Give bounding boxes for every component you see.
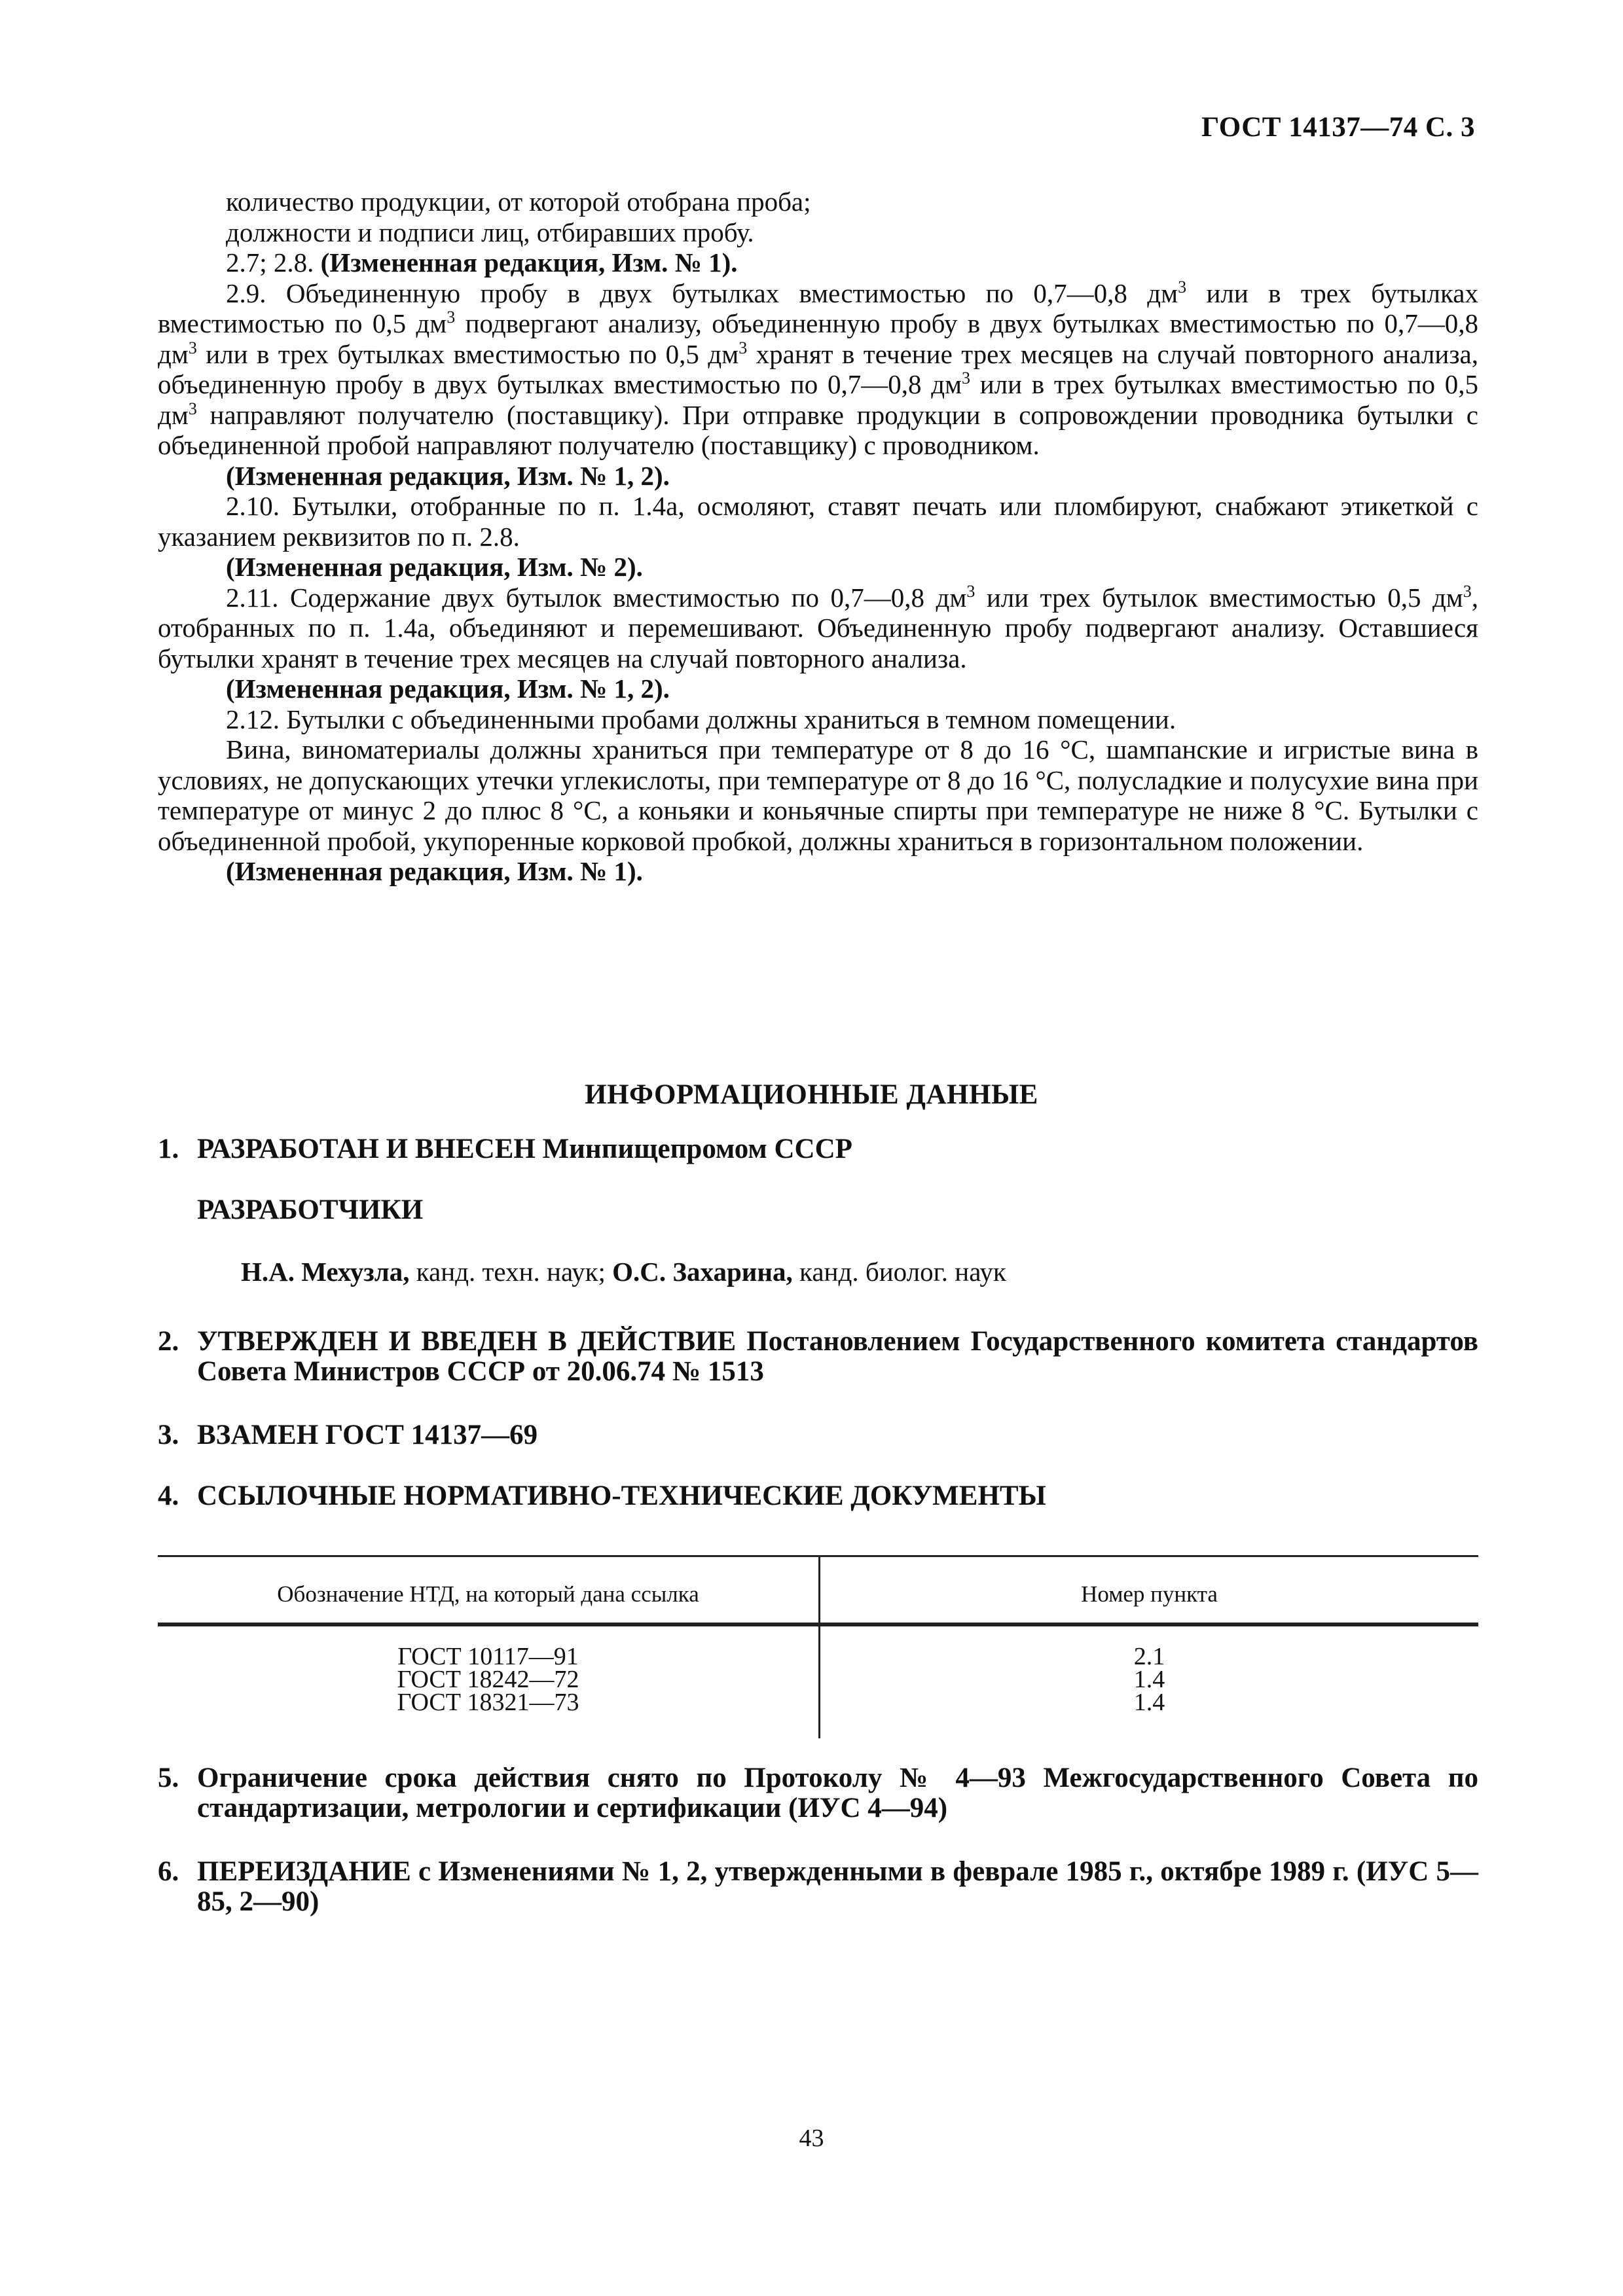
paragraph-2-9: 2.9. Объединенную пробу в двух бутылках вместимостью по 0,7—0,8 $дм^3$ или в трех бутылках вместимостью по 0,5 $дм^3$ подвергают анализу, объединенную пробу в двух бутылках вместимостью по 0,7—0,8 $дм^3$ или в трех бутылках вместимостью по 0,5 $дм^3$ хранят в течение трех месяцев на случай повторного анализа, объединенную пробу в двух бутылках вместимостью по 0,7—0,8 $дм^3$ или в трех бутылках вместимостью по 0,5 $дм^3$ направляют получателю (поставщику). При отправке продукции в сопровождении проводника бутылки с объединенной пробой направляют получателю (поставщику) с проводником.	[158, 277, 1478, 460]
table-doc-column	[158, 1645, 818, 1714]
table-cell-clause: 1.4	[1133, 1689, 1165, 1716]
info-item-3: 3. ВЗАМЕН ГОСТ 14137—69	[158, 1420, 538, 1450]
amendment-note: (Измененная редакция, Изм. № 1, 2).	[226, 460, 670, 491]
table-clause-column	[820, 1645, 1478, 1714]
info-title: ИНФОРМАЦИОННЫЕ ДАННЫЕ	[585, 1079, 1038, 1110]
info-item-2: 2. УТВЕРЖДЕН И ВВЕДЕН В ДЕЙСТВИЕ Постановлением Государственного комитета стандартов Совета Министров СССР от 20.06.74 № 1513	[158, 1326, 1478, 1387]
info-item-1: 1. РАЗРАБОТАН И ВНЕСЕН Минпищепромом СССР	[158, 1134, 852, 1164]
info-item-4: 4. ССЫЛОЧНЫЕ НОРМАТИВНО-ТЕХНИЧЕСКИЕ ДОКУМЕНТЫ	[158, 1480, 1046, 1511]
table-cell-clause: 1.4	[1133, 1666, 1165, 1693]
paragraph	[158, 247, 1478, 278]
amendment-note: (Измененная редакция, Изм. № 2).	[226, 552, 643, 582]
table-cell-doc: ГОСТ 10117—91	[397, 1643, 579, 1670]
paragraph: количество продукции, от которой отобрана проба;	[226, 187, 811, 217]
paragraph-2-10: 2.10. Бутылки, отобранные по п. 1.4а, осмоляют, ставят печать или пломбируют, снабжают этикеткой с указанием реквизитов по п. 2.8.	[158, 491, 1478, 552]
table-cell-doc: ГОСТ 18321—73	[397, 1689, 579, 1716]
info-item-5: 5. Ограничение срока действия снято по Протоколу № 4—93 Межгосударственного Совета по стандартизации, метрологии и сертификации (ИУС 4—94)	[158, 1763, 1478, 1823]
amendment-note: (Измененная редакция, Изм. № 1).	[320, 247, 738, 278]
table-cell-clause: 2.1	[1133, 1643, 1165, 1670]
paragraph: должности и подписи лиц, отбиравших пробу.	[226, 217, 754, 247]
page-number: 43	[799, 2125, 824, 2152]
body-text	[158, 187, 1478, 887]
table-header-doc: Обозначение НТД, на который дана ссылка	[277, 1581, 699, 1607]
paragraph: Вина, виноматериалы должны храниться при температуре от 8 до 16 °С, шампанские и игристые вина в условиях, не допускающих утечки углекислоты, при температуре от 8 до 16 °С, полусладкие и полусухие вина при температуре от минус 2 до плюс 8 °С, а коньяки и коньячные спирты при температуре не ниже 8 °С. Бутылки с объединенной пробой, укупоренные корковой пробкой, должны храниться в горизонтальном положении.	[158, 734, 1478, 856]
clause-ref: 2.7; 2.8.	[226, 247, 314, 278]
table-cell-doc: ГОСТ 18242—72	[397, 1666, 579, 1693]
developers-list: Н.А. Мехузла, канд. техн. наук; О.С. Захарина, канд. биолог. наук	[241, 1257, 1006, 1287]
amendment-note: (Измененная редакция, Изм. № 1).	[226, 856, 643, 886]
developers-heading: РАЗРАБОТЧИКИ	[197, 1194, 424, 1225]
amendment-note: (Измененная редакция, Изм. № 1, 2).	[226, 673, 670, 704]
info-item-6: 6. ПЕРЕИЗДАНИЕ с Изменениями № 1, 2, утвержденными в феврале 1985 г., октябре 1989 г. (ИУС 5—85, 2—90)	[158, 1856, 1478, 1917]
paragraph-2-12: 2.12. Бутылки с объединенными пробами должны храниться в темном помещении.	[226, 704, 1176, 734]
paragraph-2-11: 2.11. Содержание двух бутылок вместимостью по 0,7—0,8 $дм^3$ или трех бутылок вместимостью 0,5 $дм^3$, отобранных по п. 1.4а, объединяют и перемешивают. Объединенную пробу подвергают анализу. Оставшиеся бутылки хранят в течение трех месяцев на случай повторного анализа.	[158, 581, 1478, 673]
page-header: ГОСТ 14137—74 С. 3	[1201, 112, 1475, 143]
table-header-clause: Номер пункта	[1081, 1581, 1218, 1607]
